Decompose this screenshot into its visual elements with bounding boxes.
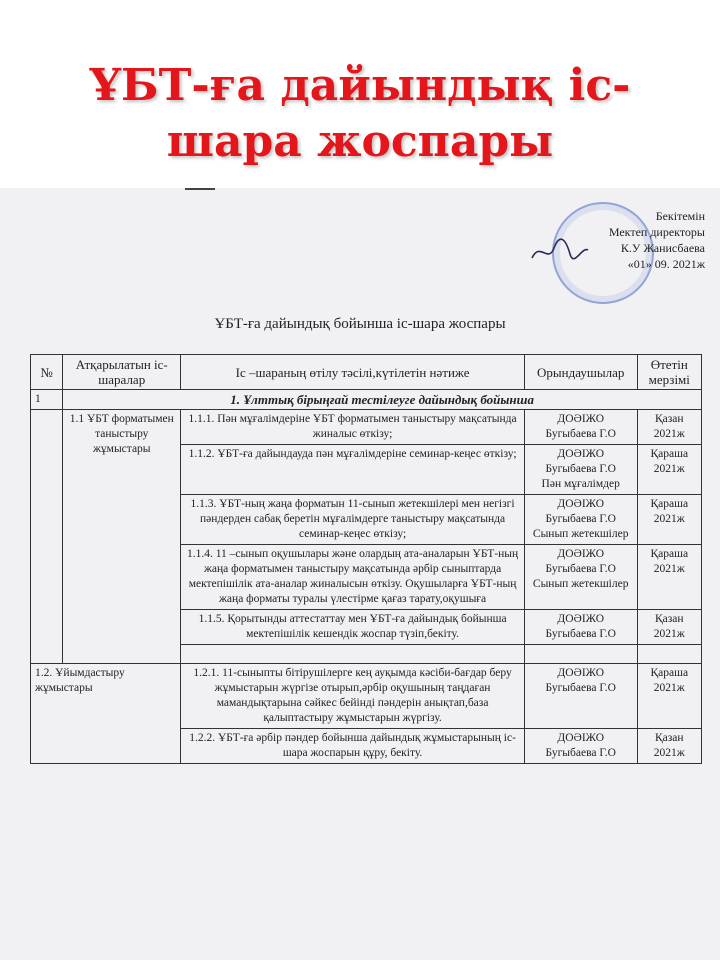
document-title: ҰБТ-ға дайындық бойынша іс-шара жоспары bbox=[214, 316, 506, 332]
section-num: 1 bbox=[31, 390, 63, 410]
resp-line: ДОӘІЖО bbox=[557, 413, 604, 425]
section-row bbox=[31, 390, 702, 410]
deadline-cell bbox=[637, 495, 701, 545]
deadline-cell bbox=[637, 445, 701, 495]
task-cell: 1.1.1. Пән мұғалімдеріне ҰБТ форматымен таныстыру мақсатында жиналыс өткізу; bbox=[181, 410, 525, 445]
group1-num-cell bbox=[31, 410, 63, 664]
deadline-cell bbox=[637, 664, 701, 729]
responsible-cell bbox=[524, 410, 637, 445]
resp-line: Бугыбаева Г.О bbox=[545, 747, 616, 759]
approval-line3: К.У Жанисбаева bbox=[620, 241, 705, 255]
deadline-cell bbox=[637, 729, 701, 764]
table-row bbox=[31, 664, 702, 729]
slide-title-line1: ҰБТ-ға дайындық іс- bbox=[89, 60, 631, 111]
date-line: Қараша bbox=[650, 548, 689, 560]
header-activity: Атқарылатын іс-шаралар bbox=[63, 355, 181, 390]
spacer-cell bbox=[637, 645, 701, 664]
date-line: Қазан bbox=[654, 413, 684, 425]
date-line: 2021ж bbox=[653, 428, 685, 440]
responsible-cell bbox=[524, 610, 637, 645]
deadline-cell bbox=[637, 410, 701, 445]
approval-block bbox=[580, 208, 705, 272]
spacer-cell bbox=[524, 645, 637, 664]
resp-line: ДОӘІЖО bbox=[557, 548, 604, 560]
date-line: 2021ж bbox=[653, 747, 685, 759]
date-line: Қазан bbox=[654, 732, 684, 744]
decorative-divider bbox=[185, 188, 215, 190]
date-line: Қараша bbox=[650, 667, 689, 679]
group2-label: 1.2. Ұйымдастыру жұмыстары bbox=[31, 664, 181, 764]
header-num: № bbox=[31, 355, 63, 390]
table-header-row bbox=[31, 355, 702, 390]
responsible-cell bbox=[524, 664, 637, 729]
task-cell: 1.2.1. 11-сыныпты бітірушілерге кең ауқымда кәсіби-бағдар беру жұмыстарын жүргізе отырып,әрбір оқушының таңдаған мамандықтарына сәйкес бейінді пәндерін анықтап,база қалыптастыру жұмыстарын жүргізу. bbox=[181, 664, 525, 729]
resp-line: ДОӘІЖО bbox=[557, 448, 604, 460]
resp-line: ДОӘІЖО bbox=[557, 667, 604, 679]
date-line: 2021ж bbox=[653, 682, 685, 694]
approval-line4: «01» 09. 2021ж bbox=[627, 257, 705, 271]
resp-line: Сынып жетекшілер bbox=[532, 528, 629, 540]
responsible-cell bbox=[524, 495, 637, 545]
resp-line: Сынып жетекшілер bbox=[532, 578, 629, 590]
date-line: 2021ж bbox=[653, 628, 685, 640]
header-responsible: Орындаушылар bbox=[524, 355, 637, 390]
date-line: 2021ж bbox=[653, 563, 685, 575]
responsible-cell bbox=[524, 445, 637, 495]
header-method: Іс –шараның өтілу тәсілі,күтілетін нәтиже bbox=[181, 355, 525, 390]
group1-label: 1.1 ҰБТ форматымен таныстыру жұмыстары bbox=[63, 410, 181, 664]
task-cell: 1.1.5. Қорытынды аттестаттау мен ҰБТ-ға дайындық бойынша мектепішілік кешендік жоспар түзіп,бекіту. bbox=[181, 610, 525, 645]
resp-line: Бугыбаева Г.О bbox=[545, 682, 616, 694]
plan-table bbox=[30, 354, 702, 764]
responsible-cell bbox=[524, 545, 637, 610]
resp-line: Бугыбаева Г.О bbox=[545, 628, 616, 640]
date-line: Қараша bbox=[650, 448, 689, 460]
slide-title-line2: шара жоспары bbox=[166, 116, 554, 167]
resp-line: Бугыбаева Г.О bbox=[545, 428, 616, 440]
resp-line: Бугыбаева Г.О bbox=[545, 513, 616, 525]
date-line: Қараша bbox=[650, 498, 689, 510]
slide-title bbox=[0, 58, 720, 170]
spacer-cell bbox=[181, 645, 525, 664]
resp-line: Пән мұғалімдер bbox=[541, 478, 620, 490]
approval-line1: Бекітемін bbox=[655, 209, 705, 223]
resp-line: Бугыбаева Г.О bbox=[545, 563, 616, 575]
responsible-cell bbox=[524, 729, 637, 764]
resp-line: Бугыбаева Г.О bbox=[545, 463, 616, 475]
deadline-cell bbox=[637, 610, 701, 645]
resp-line: ДОӘІЖО bbox=[557, 498, 604, 510]
task-cell: 1.2.2. ҰБТ-ға әрбір пәндер бойынша дайындық жұмыстарының іс-шара жоспарын құру, бекіту. bbox=[181, 729, 525, 764]
document-photo bbox=[0, 188, 720, 960]
date-line: Қазан bbox=[654, 613, 684, 625]
date-line: 2021ж bbox=[653, 463, 685, 475]
resp-line: ДОӘІЖО bbox=[557, 613, 604, 625]
header-deadline: Өтетін мерзімі bbox=[637, 355, 701, 390]
task-cell: 1.1.2. ҰБТ-ға дайындауда пән мұғалімдеріне семинар-кеңес өткізу; bbox=[181, 445, 525, 495]
resp-line: ДОӘІЖО bbox=[557, 732, 604, 744]
deadline-cell bbox=[637, 545, 701, 610]
date-line: 2021ж bbox=[653, 513, 685, 525]
approval-line2: Мектеп директоры bbox=[608, 225, 705, 239]
task-cell: 1.1.4. 11 –сынып оқушылары және олардың ата-аналарын ҰБТ-ның жаңа форматымен таныстыру мақсатында әрбір сыныптарда мектепішілік ата-аналар жиналысын өткізу. Оқушыларға ҰБТ-ның жаңа форматы туралы үлестірме қағаз тарату,оқушыға bbox=[181, 545, 525, 610]
section-title: 1. Ұлттық бірыңғай тестілеуге дайындық бойынша bbox=[63, 390, 702, 410]
task-cell: 1.1.3. ҰБТ-ның жаңа форматын 11-сынып жетекшілері мен негізгі пәндерден сабақ беретін мұғалімдерге таныстыру мақсатында семинар-кеңес өткізу; bbox=[181, 495, 525, 545]
table-row bbox=[31, 410, 702, 445]
